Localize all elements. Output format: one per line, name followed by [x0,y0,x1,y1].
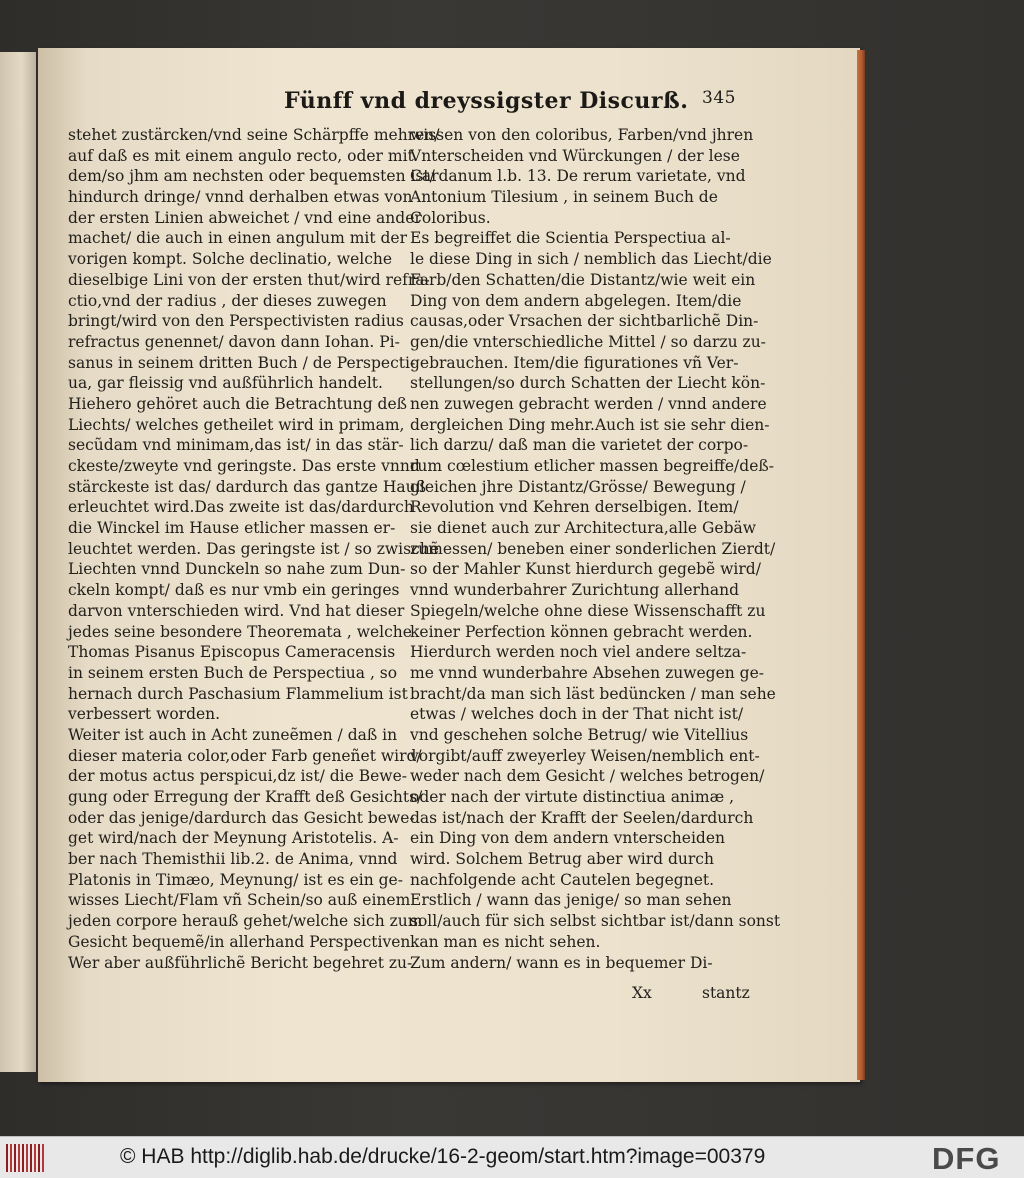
text-line: Antonium Tilesium , in seinem Buch de [410,188,718,207]
text-line: rum cœlestium etlicher massen begreiffe/deß- [410,457,774,475]
text-line: dieselbige Lini von der ersten thut/wird refra- [68,270,430,289]
dfg-logo[interactable]: DFG [932,1141,1001,1176]
text-line: sie dienet auch zur Architectura,alle Gebäw [410,519,757,538]
text-line: Zum andern/ wann es in bequemer Di- [410,953,713,972]
hab-logo[interactable] [6,1144,44,1172]
text-line: etwas / welches doch in der That nicht ist/ [410,705,744,724]
text-line: der ersten Linien abweichet / vnd eine ander [68,208,422,227]
text-line: Thomas Pisanus Episcopus Cameracensis [68,643,396,662]
text-line: machet/ die auch in einen angulum mit der [68,229,408,248]
text-line: hindurch dringe/ vnnd derhalben etwas von [68,188,413,207]
text-line: wird. Solchem Betrug aber wird durch [410,850,714,869]
text-line: soll/auch für sich selbst sichtbar ist/dann sonst [410,912,781,931]
text-line: stehet zustärcken/vnd seine Schärpffe mehren/ [68,126,440,144]
text-line: vorigen kompt. Solche declinatio, welche [68,250,393,269]
text-line: gen/die vnterschiedliche Mittel / so darzu zu- [410,332,766,351]
text-line: Es begreiffet die Scientia Perspectiua al- [410,229,731,248]
page-block-edge [857,50,865,1080]
text-line: Hiehero gehöret auch die Betrachtung deß [68,394,408,413]
text-line: oder das jenige/dardurch das Gesicht bewe- [68,808,415,827]
text-line: ber nach Themisthii lib.2. de Anima, vnnd [68,850,398,869]
text-line: ckeln kompt/ daß es nur vmb ein geringes [68,581,400,600]
text-line: weder nach dem Gesicht / welches betrogen/ [410,767,765,786]
text-line: vorgibt/auff zweyerley Weisen/nemblich ent- [410,746,760,765]
text-line: ctio,vnd der radius , der dieses zuwegen [68,291,387,310]
text-line: dergleichen Ding mehr.Auch ist sie sehr dien- [410,415,770,434]
text-line: Wer aber außführlichẽ Bericht begehret zu- [68,953,413,972]
text-line: hernach durch Paschasium Flammelium ist [68,684,408,703]
text-line: Coloribus. [410,208,491,227]
text-line: Revolution vnd Kehren derselbigen. Item/ [410,498,739,517]
text-line: nachfolgende acht Cautelen begegnet. [410,870,715,889]
text-line: auf daß es mit einem angulo recto, oder mit [68,146,414,165]
left-text-column [68,125,440,973]
text-line: ein Ding von dem andern vnterscheiden [410,829,725,848]
text-line: der motus actus perspicui,dz ist/ die Bewe- [68,767,407,786]
text-line: stärckeste ist das/ dardurch das gantze Hauß [68,477,426,496]
right-text-column [410,125,781,973]
text-line: wisses Liecht/Flam vñ Schein/so auß einem [68,891,411,910]
text-line: stellungen/so durch Schatten der Liecht kön- [410,374,766,393]
text-line: dieser materia color,oder Farb geneñet wird/ [68,746,422,765]
catchword-row [410,984,750,1006]
catchword: stantz [702,984,750,1002]
text-line: sanus in seinem dritten Buch / de Perspecti- [68,353,416,372]
text-line: Cardanum l.b. 13. De rerum varietate, vnd [410,167,746,186]
text-line: jedes seine besondere Theoremata , welche [68,622,412,641]
text-line: Spiegeln/welche ohne diese Wissenschafft zu [410,601,766,620]
header-title: Fünff vnd dreyssigster Discurß. [284,88,689,114]
text-line: gleichen jhre Distantz/Grösse/ Bewegung / [410,477,746,496]
text-line: verbessert worden. [68,705,221,724]
text-line: Gesicht bequemẽ/in allerhand Perspectiven. [68,932,416,951]
text-line: gung oder Erregung der Krafft deß Gesichts/ [68,788,423,806]
text-line: keiner Perfection können gebracht werden. [410,622,753,641]
text-line: Hierdurch werden noch viel andere seltza- [410,643,747,662]
text-line: Ding von dem andern abgelegen. Item/die [410,291,742,310]
text-line: kan man es nicht sehen. [410,932,601,951]
text-line: le diese Ding in sich / nemblich das Liecht/die [410,250,772,269]
text-line: vnnd wunderbahrer Zurichtung allerhand [410,581,740,600]
text-line: Farb/den Schatten/die Distantz/wie weit ein [410,270,756,289]
text-line: Vnterscheiden vnd Würckungen / der lese [410,146,740,165]
text-line: me vnnd wunderbahre Absehen zuwegen ge- [410,663,764,682]
text-line: wissen von den coloribus, Farben/vnd jhren [410,126,754,144]
running-header [270,88,870,120]
text-line: die Winckel im Hause etlicher massen er- [68,519,396,538]
text-line: secũdam vnd minimam,das ist/ in das stär- [68,436,404,455]
text-line: das ist/nach der Krafft der Seelen/dardurch [410,808,754,827]
facing-page-edge [0,52,36,1072]
text-line: leuchtet werden. Das geringste ist / so zwischẽ [68,539,439,558]
text-line: jeden corpore herauß gehet/welche sich zum [68,912,423,931]
text-line: darvon vnterschieden wird. Vnd hat dieser [68,601,405,620]
text-line: so der Mahler Kunst hierdurch gegebẽ wird/ [410,560,761,579]
text-line: bracht/da man sich läst bedüncken / man sehe [410,684,776,703]
text-line: get wird/nach der Meynung Aristotelis. A- [68,829,399,848]
text-line: Liechts/ welches getheilet wird in primam, [68,415,405,434]
text-line: Weiter ist auch in Acht zuneẽmen / daß in [68,725,398,744]
text-line: erleuchtet wird.Das zweite ist das/dardurch [68,498,414,517]
text-line: bringt/wird von den Perspectivisten radius [68,312,404,331]
copyright-link[interactable]: © HAB http://diglib.hab.de/drucke/16-2-geom/start.htm?image=00379 [120,1145,766,1168]
text-line: Erstlich / wann das jenige/ so man sehen [410,891,732,910]
signature-mark: Xx [632,984,652,1002]
text-line: gebrauchen. Item/die figurationes vñ Ver- [410,353,739,372]
footer-bar [0,1136,1024,1178]
text-line: refractus genennet/ davon dann Iohan. Pi- [68,332,400,351]
text-line: ckeste/zweyte vnd geringste. Das erste vnnd [68,457,420,475]
page-number: 345 [702,88,736,108]
text-line: vnd geschehen solche Betrug/ wie Vitellius [410,725,749,744]
text-line: Liechten vnnd Dunckeln so nahe zum Dun- [68,560,406,579]
text-line: in seinem ersten Buch de Perspectiua , so [68,663,398,682]
text-line: dem/so jhm am nechsten oder bequemsten ist/ [68,167,435,186]
text-line: nen zuwegen gebracht werden / vnnd andere [410,394,767,413]
text-line: lich darzu/ daß man die varietet der corpo- [410,436,749,455]
text-line: causas,oder Vrsachen der sichtbarlichẽ Din- [410,312,759,331]
text-line: Platonis in Timæo, Meynung/ ist es ein ge- [68,870,403,889]
text-line: oder nach der virtute distinctiua animæ , [410,788,734,806]
text-line: zumessen/ beneben einer sonderlichen Zierdt/ [410,539,776,558]
text-line: ua, gar fleissig vnd außführlich handelt. [68,374,383,393]
